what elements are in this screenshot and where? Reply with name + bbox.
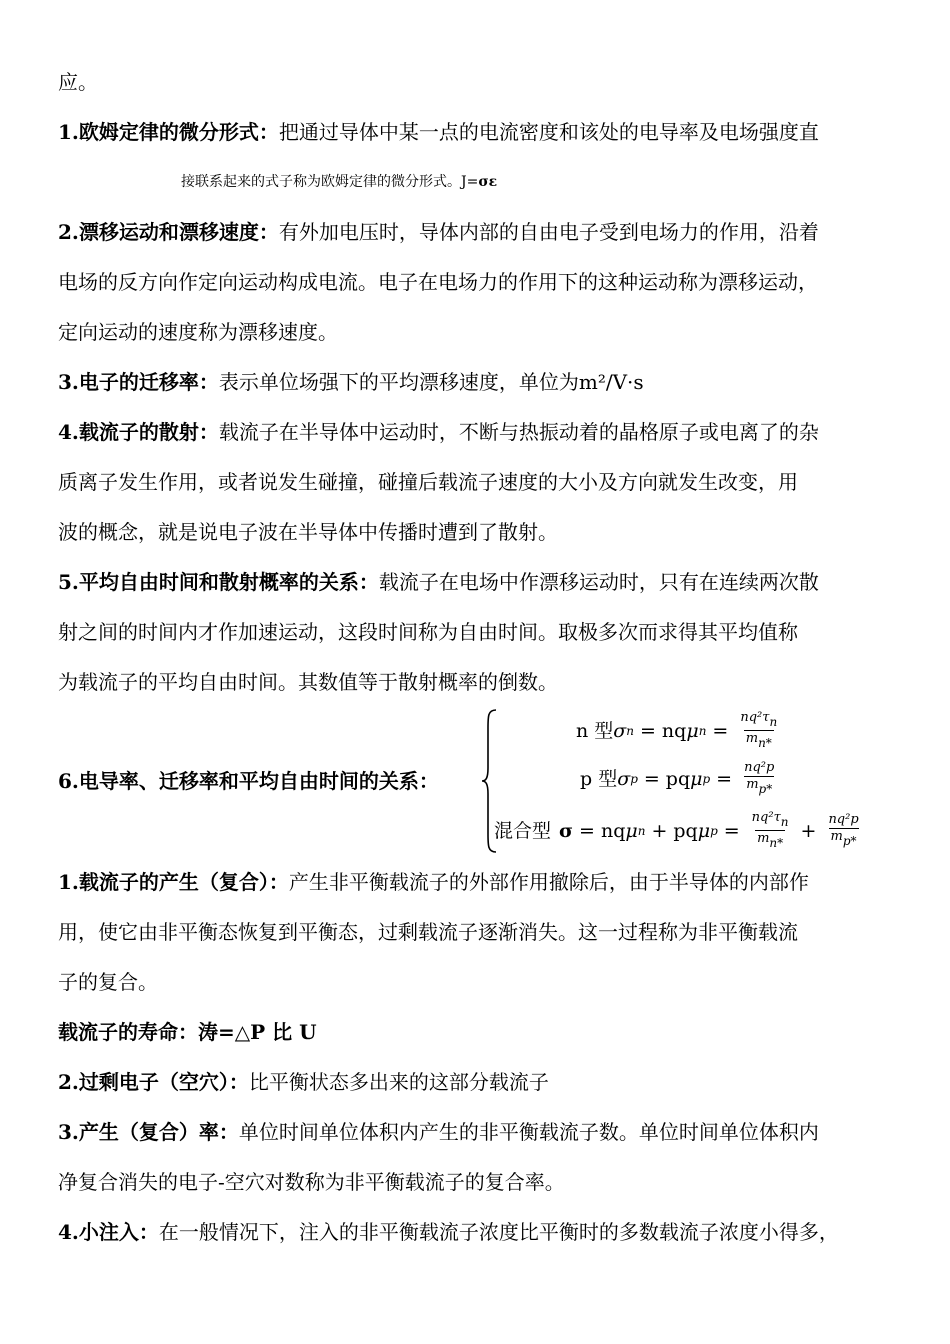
section-heading-line xyxy=(58,218,894,246)
body-text: 应。 xyxy=(58,70,98,94)
bold-heading-text: 1.欧姆定律的微分形式： xyxy=(58,120,279,144)
formula-mixed-type: 混合型 σ = nq μ n + pq μ p = $\frac{\text{nq²τn}}{mn*}$ + $\frac{\text{nq²p}}{mp*}$ xyxy=(494,810,859,850)
text-line xyxy=(58,1168,894,1196)
text-line xyxy=(58,468,894,496)
section-heading-line xyxy=(58,1068,894,1096)
body-text: 用，使它由非平衡态恢复到平衡态，过剩载流子逐渐消失。这一过程称为非平衡载流 xyxy=(58,920,798,944)
bold-heading-text: 5.平均自由时间和散射概率的关系： xyxy=(58,570,379,594)
body-text: 在一般情况下，注入的非平衡载流子浓度比平衡时的多数载流子浓度小得多， xyxy=(158,1220,839,1244)
body-text: 单位时间单位体积内产生的非平衡载流子数。单位时间单位体积内 xyxy=(238,1120,819,1144)
section-heading-line xyxy=(58,1018,894,1046)
bold-heading-text: 载流子的寿命：涛=△P 比 U xyxy=(58,1020,317,1044)
text-line xyxy=(58,268,894,296)
body-text: 表示单位场强下的平均漂移速度，单位为m²/V·s xyxy=(218,370,644,394)
body-text: 电场的反方向作定向运动构成电流。电子在电场力的作用下的这种运动称为漂移运动， xyxy=(58,270,818,294)
body-text: 接联系起来的式子称为欧姆定律的微分形式。J= xyxy=(181,174,479,190)
bold-heading-text: 2.漂移运动和漂移速度： xyxy=(58,220,279,244)
body-text: 为载流子的平均自由时间。其数值等于散射概率的倒数。 xyxy=(58,670,558,694)
fraction: $\frac{\text{nq²p}}{mp*}$ xyxy=(828,812,859,848)
fraction: $\frac{\text{nq²τn}}{mn*}$ xyxy=(751,810,789,850)
section-heading-line xyxy=(58,1218,894,1246)
body-text: 载流子在半导体中运动时，不断与热振动着的晶格原子或电离了的杂 xyxy=(218,420,819,444)
body-text: 波的概念，就是说电子波在半导体中传播时遭到了散射。 xyxy=(58,520,558,544)
bold-heading-text: 4.小注入： xyxy=(58,1220,159,1244)
body-text: 净复合消失的电子-空穴对数称为非平衡载流子的复合率。 xyxy=(58,1170,565,1194)
bold-heading-text: 4.载流子的散射： xyxy=(58,420,219,444)
body-text: 比平衡状态多出来的这部分载流子 xyxy=(248,1070,549,1094)
text-line xyxy=(58,618,894,646)
body-text: 质离子发生作用，或者说发生碰撞，碰撞后载流子速度的大小及方向就发生改变，用 xyxy=(58,470,798,494)
section-heading-line xyxy=(58,368,894,396)
bold-heading-text: σε xyxy=(478,174,498,190)
formula-n-type: n 型 σ n = nq μ n = $\frac{\text{nq²τn}}{mn*}$ xyxy=(576,710,778,750)
body-text: 载流子在电场中作漂移运动时，只有在连续两次散 xyxy=(378,570,819,594)
text-line xyxy=(58,518,894,546)
section-heading-line xyxy=(58,418,894,446)
text-line xyxy=(58,318,894,346)
fraction: $\frac{\text{nq²p}}{mp*}$ xyxy=(744,760,775,796)
text-line xyxy=(58,668,894,696)
body-text: 有外加电压时，导体内部的自由电子受到电场力的作用，沿着 xyxy=(278,220,819,244)
formula-system xyxy=(480,708,900,854)
formula-label: 6.电导率、迁移率和平均自由时间的关系： xyxy=(58,769,439,793)
section-heading-line xyxy=(58,868,894,896)
text-line xyxy=(58,918,894,946)
section-heading-line xyxy=(58,1118,894,1146)
bold-heading-text: 2.过剩电子（空穴）： xyxy=(58,1070,249,1094)
body-text: 射之间的时间内才作加速运动，这段时间称为自由时间。取极多次而求得其平均值称 xyxy=(58,620,798,644)
body-text: 子的复合。 xyxy=(58,970,158,994)
section-heading-line xyxy=(58,568,894,596)
body-text: 定向运动的速度称为漂移速度。 xyxy=(58,320,338,344)
section-heading-line xyxy=(58,118,894,146)
text-line xyxy=(181,168,950,196)
text-line xyxy=(58,968,894,996)
bold-heading-text: 1.载流子的产生（复合）： xyxy=(58,870,289,894)
body-text: 把通过导体中某一点的电流密度和该处的电导率及电场强度直 xyxy=(278,120,819,144)
formula-p-type: p 型 σ p = pq μ p = $\frac{\text{nq²p}}{mp*}$ xyxy=(580,760,775,796)
bold-heading-text: 3.产生（复合）率： xyxy=(58,1120,239,1144)
fraction: $\frac{\text{nq²τn}}{mn*}$ xyxy=(740,710,778,750)
body-text: 产生非平衡载流子的外部作用撤除后，由于半导体的内部作 xyxy=(288,870,809,894)
bold-heading-text: 3.电子的迁移率： xyxy=(58,370,219,394)
text-line xyxy=(58,68,894,96)
